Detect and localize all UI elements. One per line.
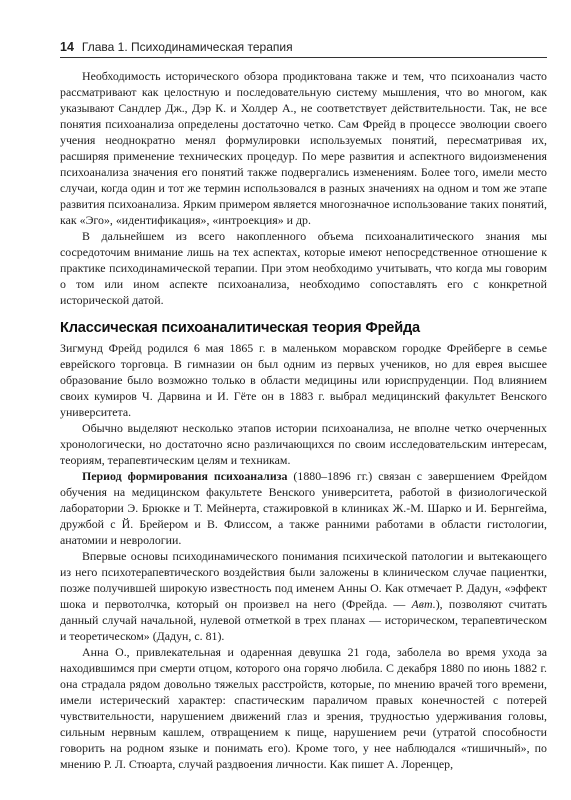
paragraph-formation-period	[60, 468, 547, 548]
running-header	[60, 34, 547, 58]
page-number: 14	[60, 40, 74, 54]
paragraph-anna-o-intro	[60, 548, 547, 644]
author-abbrev: Авт.	[411, 597, 436, 611]
section-heading: Классическая психоаналитическая теория Фрейда	[60, 320, 420, 336]
anna-o-text-a: Впервые основы психодинамического понимания психической патологии и вытекающего из него психотерапевтического воздействия были заложены в клиническом случае пациентки, позже получившей широкую известность под именем Анны О. Как отмечает Р. Дадун, «эффект шока и первотолчка, который он произвел на него (Фрейда. —	[60, 549, 547, 611]
chapter-title: Глава 1. Психодинамическая терапия	[81, 40, 293, 54]
paragraph-anna-o-case: Анна О., привлекательная и одаренная девушка 21 года, заболела во время ухода за находившимся при смерти отцом, которого она горячо любила. С декабря 1880 по июнь 1882 г. она страдала рядом довольно тяжелых расстройств, которые, по мнению врачей того времени, имели истерический характер: спастическим параличом правых конечностей с потерей чувствительности, нарушением движений глаз и зрения, трудностью удерживания головы, сильным нервным кашлем, отвращением к пище, нарушением речи (утратой способности говорить на родном языке и понимать его). Кроме того, у нее наблюдался «тишичный», по мнению Р. Л. Стюарта, случай раздвоения личности. Как пишет А. Лоренцер,	[60, 645, 547, 771]
paragraph-freud-biography: Зигмунд Фрейд родился 6 мая 1865 г. в маленьком моравском городке Фрейберге в семье еврейского торговца. В гимназии он был одним из первых учеников, но для еврея высшее образование было возможно только в области медицины или юриспруденции. Под влиянием своих кумиров Ч. Дарвина и И. Гёте он в 1883 г. выбрал медицинский факультет Венского университета.	[60, 341, 547, 419]
paragraph-historical-review: Необходимость исторического обзора продиктована также и тем, что психоанализ часто рассматривают как целостную и последовательную систему мышления, что во многом, как указывают Сандлер Дж., Дэр К. и Холдер А., не соответствует действительности. Так, не все понятия психоанализа определены достаточно четко. Сам Фрейд в процессе эволюции своего учения неоднократно менял формулировки используемых понятий, пересматривая их, расширяя применение технических процедур. По мере развития и аспектного видоизменения психоанализа значения его понятий также подвергались изменениям. Более того, имели место случаи, когда один и тот же термин использовался в разных значениях на одном и том же этапе развития психоанализа. Ярким примером является многозначное использование таких понятий, как «Эго», «идентификация», «интроекция» и др.	[60, 69, 547, 227]
anna-o-text-b: ), позволяют считать данный случай начальной, нулевой отметкой в трех планах — историческом, терапевтическом и теоретическом» (Дадун, с. 81).	[60, 597, 548, 643]
body-text	[60, 68, 547, 772]
formation-period-text: (1880–1896 гг.) связан с завершением Фрейдом обучения на медицинском факультете Венского университета, работой в физиологической лаборатории Э. Брюкке и Т. Мейнерта, стажировкой в клиниках Ж.-М. Шарко и И. Бернгейма, дружбой с Й. Брейером и В. Флиссом, а также ранними работами в области гистологии, анатомии и неврологии.	[60, 469, 547, 547]
paragraph-focus-aspects: В дальнейшем из всего накопленного объема психоаналитического знания мы сосредоточим внимание лишь на тех аспектах, которые имеют непосредственное отношение к практике психодинамической терапии. При этом необходимо учитывать, что когда мы говорим о том или ином аспекте психоанализа, необходимо сопоставлять его с конкретной исторической датой.	[60, 229, 547, 307]
paragraph-stages: Обычно выделяют несколько этапов истории психоанализа, не вполне четко очерченных хронологически, но достаточно ясно различающихся по своим исследовательским интересам, теориям, терапевтическим целям и техникам.	[60, 421, 547, 467]
formation-period-term: Период формирования психоанализа	[82, 469, 288, 483]
